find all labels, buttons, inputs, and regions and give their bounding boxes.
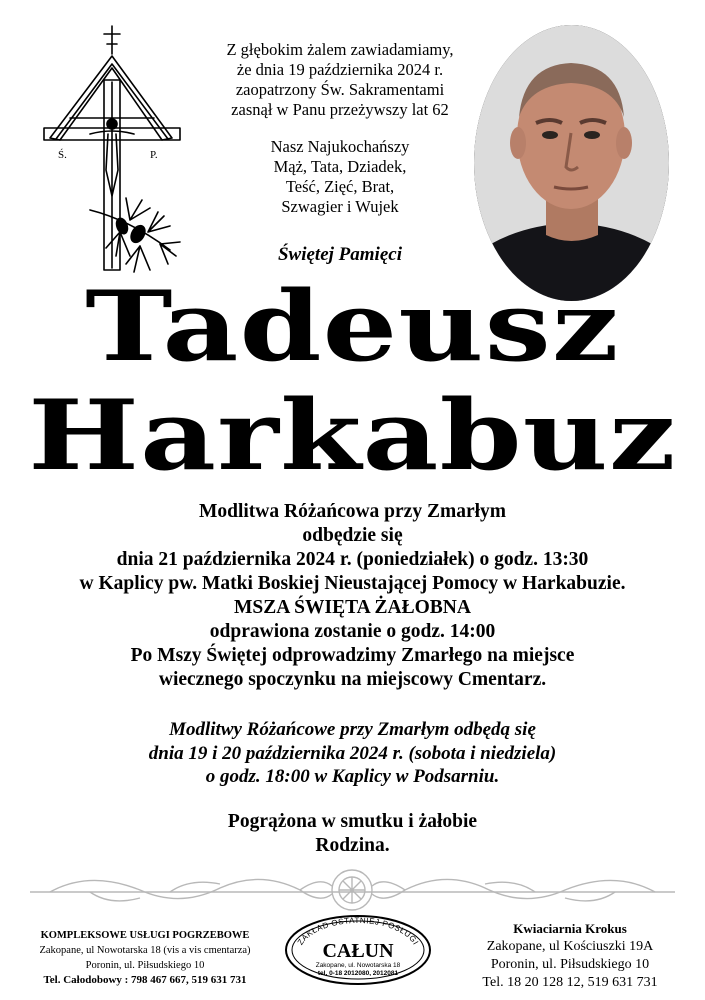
family-line: Nasz Najukochańszy bbox=[270, 137, 410, 156]
florist-phone: Tel. 18 20 128 12, 519 631 731 bbox=[482, 975, 658, 990]
calun-logo bbox=[282, 913, 434, 987]
logo-name: CAŁUN bbox=[322, 940, 394, 962]
floral-ornament bbox=[30, 862, 675, 920]
ceremony-line: wiecznego spoczynku na miejscowy Cmentarz. bbox=[158, 669, 547, 690]
family-line: Teść, Zięć, Brat, bbox=[285, 177, 395, 196]
deceased-first-name: Tadeusz bbox=[85, 270, 620, 383]
deceased-portrait bbox=[474, 25, 669, 301]
florist-name: Kwiaciarnia Krokus bbox=[513, 921, 627, 936]
prayers-line: o godz. 18:00 w Kaplicy w Podsarniu. bbox=[205, 766, 500, 787]
ceremony-line: odbędzie się bbox=[302, 525, 403, 546]
ceremony-line: dnia 21 października 2024 r. (poniedziałek) o godz. 13:30 bbox=[116, 549, 589, 570]
family-line: Mąż, Tata, Dziadek, bbox=[273, 157, 407, 176]
funeral-address-1: Zakopane, ul Nowotarska 18 (vis a vis cmentarza) bbox=[39, 945, 251, 956]
logo-phone: tel. 0-18 2012080, 2012081 bbox=[317, 970, 399, 977]
rosary-prayers-info bbox=[0, 718, 705, 789]
memory-heading: Świętej Pamięci bbox=[277, 244, 402, 265]
intro-line: zasnął w Panu przeżywszy lat 62 bbox=[231, 100, 449, 119]
funeral-phone: Tel. Całodobowy : 798 467 667, 519 631 731 bbox=[43, 974, 247, 986]
mourners-line: Pogrążona w smutku i żałobie bbox=[227, 811, 478, 832]
logo-top-text: ZAKŁAD OSTATNIEJ POSŁUGI bbox=[295, 915, 421, 947]
deceased-last-name: Harkabuz bbox=[28, 379, 677, 492]
florist-address-1: Zakopane, ul Kościuszki 19A bbox=[486, 939, 654, 954]
wayside-cross-drawing bbox=[30, 20, 190, 285]
intro-line: Z głębokim żalem zawiadamiamy, bbox=[226, 40, 454, 59]
prayers-line: dnia 19 i 20 października 2024 r. (sobota i niedziela) bbox=[148, 742, 557, 764]
intro-line: zaopatrzony Św. Sakramentami bbox=[235, 80, 445, 99]
announcement-intro bbox=[190, 40, 490, 120]
ceremony-line: MSZA ŚWIĘTA ŻAŁOBNA bbox=[234, 597, 471, 618]
ceremony-line: Po Mszy Świętej odprowadzimy Zmarłego na miejsce bbox=[130, 645, 575, 666]
funeral-address-2: Poronin, ul. Piłsudskiego 10 bbox=[85, 960, 205, 971]
intro-line: że dnia 19 października 2024 r. bbox=[236, 60, 444, 79]
cross-letter-right: P. bbox=[150, 149, 158, 161]
family-relations bbox=[190, 137, 490, 217]
ceremony-line: w Kaplicy pw. Matki Boskiej Nieustającej Pomocy w Harkabuzie. bbox=[79, 573, 626, 594]
mourners-signature bbox=[0, 810, 705, 858]
ceremony-line: Modlitwa Różańcowa przy Zmarłym bbox=[198, 501, 507, 522]
funeral-company-name: KOMPLEKSOWE USŁUGI POGRZEBOWE bbox=[40, 930, 250, 941]
cross-letter-left: Ś. bbox=[58, 149, 67, 161]
ceremony-details bbox=[0, 500, 705, 692]
ceremony-line: odprawiona zostanie o godz. 14:00 bbox=[209, 621, 496, 642]
florist-address-2: Poronin, ul. Piłsudskiego 10 bbox=[490, 957, 650, 972]
florist-info bbox=[440, 920, 700, 992]
prayers-line: Modlitwy Różańcowe przy Zmarłym odbędą się bbox=[169, 719, 536, 740]
funeral-services-info bbox=[10, 928, 280, 988]
logo-address: Zakopane, ul. Nowotarska 18 bbox=[315, 962, 401, 969]
family-line: Szwagier i Wujek bbox=[281, 197, 399, 216]
mourners-line: Rodzina. bbox=[315, 835, 390, 856]
